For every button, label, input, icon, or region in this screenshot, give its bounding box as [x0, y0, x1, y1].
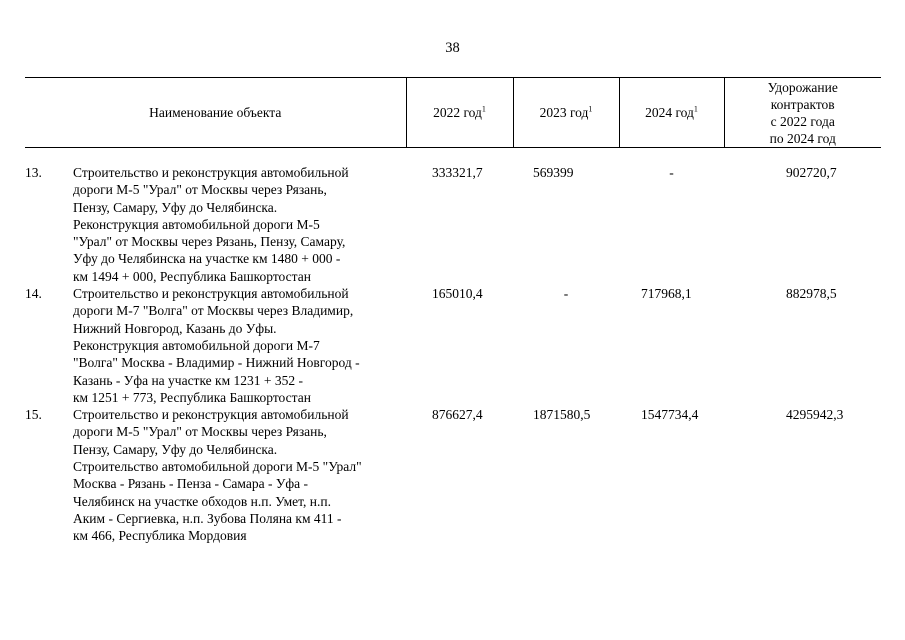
footnote-mark: 1	[481, 104, 486, 114]
value-total: 902720,7	[786, 165, 837, 180]
description-line: дороги М-5 "Урал" от Москвы через Рязань,	[73, 182, 327, 198]
value-2022: 876627,4	[432, 407, 483, 423]
table-row	[25, 285, 881, 406]
header-total-line: контрактов	[770, 96, 835, 112]
table-header-row	[25, 78, 881, 148]
description-line: Уфу до Челябинска на участке км 1480 + 000 -	[73, 251, 341, 267]
page-number: 38	[445, 40, 460, 56]
value-total: 4295942,3	[786, 407, 844, 423]
description-line: "Урал" от Москвы через Рязань, Пензу, Самару,	[73, 234, 346, 250]
header-total-line: по 2024 год	[769, 130, 836, 146]
description-line: дороги М-7 "Волга" от Москвы через Владимир,	[73, 303, 354, 319]
description-line: Строительство автомобильной дороги М-5 "Урал"	[73, 459, 362, 475]
description-line: км 466, Республика Мордовия	[73, 528, 247, 544]
footnote-mark: 1	[693, 104, 698, 114]
description-line: Строительство и реконструкция автомобильной	[73, 407, 349, 423]
description-line: Москва - Рязань - Пенза - Самара - Уфа -	[73, 476, 309, 492]
header-2022	[406, 78, 513, 148]
value-2024: -	[669, 165, 674, 180]
description-line: Казань - Уфа на участке км 1231 + 352 -	[73, 372, 304, 388]
objects-table	[25, 77, 881, 545]
header-2023	[513, 78, 619, 148]
header-2024	[619, 78, 724, 148]
value-2023: 569399	[533, 165, 574, 180]
header-2022-label: 2022 год	[433, 105, 482, 120]
description-line: Пензу, Самару, Уфу до Челябинска.	[73, 199, 278, 215]
description-line: Реконструкция автомобильной дороги М-5	[73, 216, 320, 232]
row-description	[73, 285, 406, 406]
header-total-line: с 2022 года	[770, 113, 835, 129]
row-description	[73, 164, 406, 285]
row-number: 13.	[25, 165, 42, 180]
description-line: Челябинск на участке обходов н.п. Умет, н.п.	[73, 493, 331, 509]
header-total	[724, 78, 881, 148]
description-line: дороги М-5 "Урал" от Москвы через Рязань,	[73, 424, 327, 440]
table-row	[25, 406, 881, 544]
value-total: 882978,5	[786, 286, 837, 302]
value-2023: -	[563, 286, 569, 302]
description-line: Нижний Новгород, Казань до Уфы.	[73, 320, 277, 336]
row-number: 14.	[25, 286, 42, 302]
header-object-name	[25, 78, 406, 148]
header-total-line: Удорожание	[767, 79, 838, 95]
header-2023-label: 2023 год	[539, 105, 589, 120]
value-2024: 717968,1	[641, 286, 692, 302]
row-number: 15.	[25, 407, 42, 423]
description-line: Строительство и реконструкция автомобильной	[73, 165, 349, 180]
table-row	[25, 164, 881, 285]
description-line: Пензу, Самару, Уфу до Челябинска.	[73, 441, 278, 457]
description-line: км 1494 + 000, Республика Башкортостан	[73, 268, 311, 284]
value-2022: 333321,7	[432, 165, 483, 180]
header-object-name-label: Наименование объекта	[149, 105, 282, 120]
description-line: км 1251 + 773, Республика Башкортостан	[73, 389, 311, 405]
description-line: Аким - Сергиевка, н.п. Зубова Поляна км 411 -	[73, 510, 342, 526]
footnote-mark: 1	[588, 104, 593, 114]
value-2024: 1547734,4	[641, 407, 699, 423]
value-2022: 165010,4	[432, 286, 483, 302]
value-2023: 1871580,5	[533, 407, 591, 423]
description-line: "Волга" Москва - Владимир - Нижний Новгород -	[73, 355, 360, 371]
description-line: Реконструкция автомобильной дороги М-7	[73, 337, 320, 353]
description-line: Строительство и реконструкция автомобильной	[73, 286, 349, 302]
table-spacer-row	[25, 148, 881, 165]
row-description	[73, 406, 406, 544]
header-2024-label: 2024 год	[645, 105, 694, 120]
